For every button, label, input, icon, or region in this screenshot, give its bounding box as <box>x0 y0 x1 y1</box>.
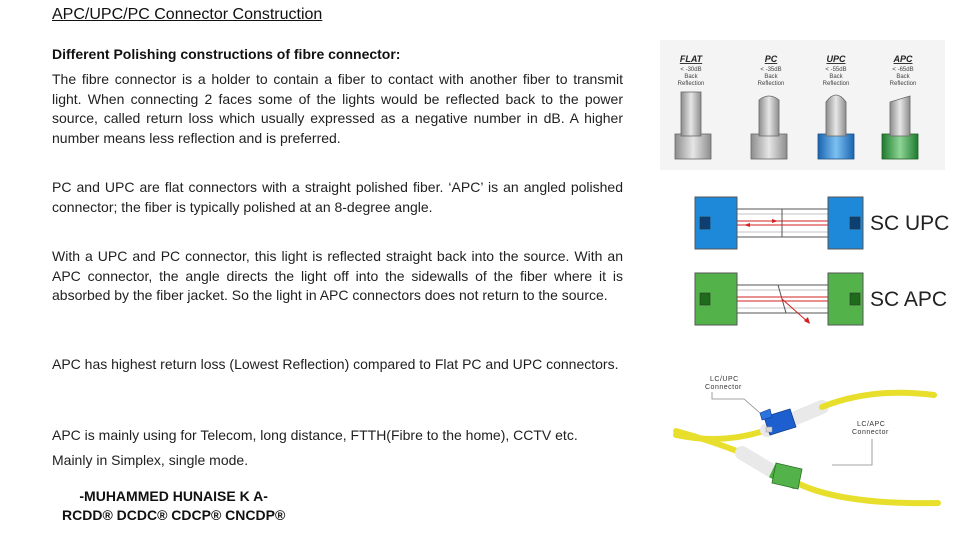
polish-pc-loss: < -35dB <box>760 67 782 73</box>
page-title: APC/UPC/PC Connector Construction <box>52 6 323 23</box>
paragraph-mode: Mainly in Simplex, single mode. <box>52 452 249 468</box>
polish-apc-name: APC <box>893 54 913 64</box>
polish-upc-name: UPC <box>826 54 846 64</box>
author-block <box>62 487 285 525</box>
paragraph-pc-upc: PC and UPC are flat connectors with a straight polished fiber. ‘APC’ is an angled polished connector; the fiber is typically polished at an 8-degree angle. <box>52 179 623 215</box>
polish-apc-loss: < -65dB <box>892 67 914 73</box>
sc-connector-diagram <box>690 190 870 330</box>
sc-upc-connector <box>695 197 863 249</box>
polish-upc-line2: Reflection <box>822 81 850 87</box>
polish-flat-line2: Reflection <box>677 81 705 87</box>
lc-upc-label-line1: LC/UPC <box>710 376 739 383</box>
lc-apc-label-line1: LC/APC <box>857 421 886 428</box>
polish-flat-loss: < -30dB <box>680 67 702 73</box>
polish-pc-line2: Reflection <box>757 81 785 87</box>
sc-apc-label: SC APC <box>870 288 948 311</box>
lc-upc-leader-line <box>712 392 760 413</box>
lc-upc-label-line2: Connector <box>705 384 742 391</box>
polish-pc-line1: Back <box>764 74 778 80</box>
polish-apc-line1: Back <box>896 74 910 80</box>
paragraph-intro: The fibre connector is a holder to contain a fiber to contact with another fiber to transmit light. When connecting 2 faces some of the lights would be reflected back to the power source, called return loss which usually expressed as a negative number in dB. A higher number means less reflection and is preferred. <box>52 71 623 146</box>
paragraph-reflection: With a UPC and PC connector, this light is reflected straight back into the source. With an APC connector, the angle directs the light off into the sidewalls of the fiber where it is absorbed by the fiber jacket. So the light in APC connectors does not return to the source. <box>52 248 623 303</box>
sc-upc-label: SC UPC <box>870 212 950 235</box>
author-credentials: RCDD® DCDC® CDCP® CNCDP® <box>62 507 286 523</box>
polish-flat-name: FLAT <box>679 54 703 64</box>
polish-upc-line1: Back <box>829 74 843 80</box>
polish-upc-loss: < -55dB <box>825 67 847 73</box>
polish-apc-line2: Reflection <box>889 81 917 87</box>
polish-pc-name: PC <box>764 54 778 64</box>
author-name: -MUHAMMED HUNAISE K A- <box>79 488 268 504</box>
paragraph-return-loss: APC has highest return loss (Lowest Reflection) compared to Flat PC and UPC connectors. <box>52 356 619 372</box>
polish-types-figure <box>660 40 945 170</box>
sc-apc-connector <box>695 273 863 325</box>
polish-flat-line1: Back <box>684 74 698 80</box>
lc-apc-label-line2: Connector <box>852 429 889 436</box>
lc-apc-leader-line <box>832 439 872 465</box>
lc-apc-cable <box>676 431 938 503</box>
lc-upc-cable <box>676 393 934 439</box>
paragraph-usage: APC is mainly using for Telecom, long distance, FTTH(Fibre to the home), CCTV etc. <box>52 427 578 443</box>
lc-connector-illustration <box>672 365 942 515</box>
section-subtitle: Different Polishing constructions of fibre connector: <box>52 46 401 62</box>
